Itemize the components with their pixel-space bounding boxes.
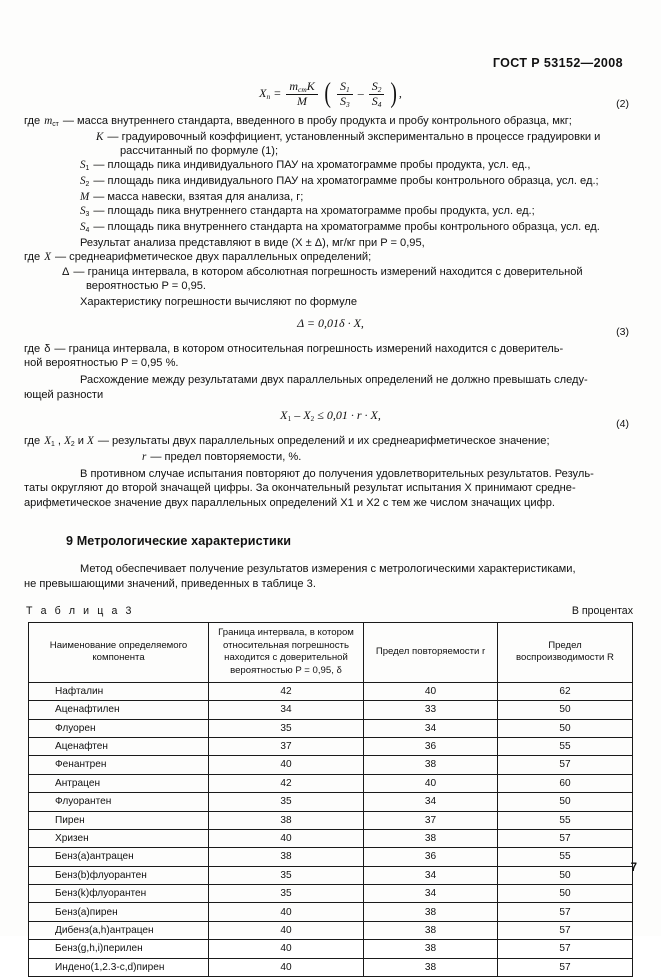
definition-row <box>24 174 637 190</box>
definition-row-r <box>24 450 637 464</box>
cell-component-name: Бенз(g,h,i)перилен <box>29 940 209 958</box>
table-units-note: В процентах <box>571 605 633 618</box>
table-row <box>29 829 633 847</box>
cell-interval-boundary: 35 <box>209 719 364 737</box>
cell-repeatability-limit: 33 <box>364 701 498 719</box>
definition-row <box>24 220 637 236</box>
table-row <box>29 719 633 737</box>
definitions-block-1 <box>24 114 637 236</box>
cell-repeatability-limit: 38 <box>364 756 498 774</box>
s2-subscript: 2 <box>377 84 382 94</box>
definition-term: $m_{ст}$ <box>44 115 59 128</box>
cell-component-name: Пирен <box>29 811 209 829</box>
cell-component-name: Индено(1,2.3-c,d)пирен <box>29 958 209 976</box>
definition-description: — среднеарифметическое двух параллельных определений; <box>54 251 372 264</box>
formula-4-row <box>24 408 637 430</box>
cell-interval-boundary: 40 <box>209 903 364 921</box>
cell-component-name: Бенз(а)пирен <box>29 903 209 921</box>
cell-reproducibility-limit: 57 <box>498 903 633 921</box>
formula-4: $X_1 - X_2 \le 0,01 \cdot r \cdot X$, <box>280 407 381 424</box>
table-row <box>29 848 633 866</box>
cell-reproducibility-limit: 60 <box>498 774 633 792</box>
cell-interval-boundary: 40 <box>209 829 364 847</box>
definition-lead: где <box>24 251 41 264</box>
cell-component-name: Бенз(k)флуорантен <box>29 885 209 903</box>
standard-identifier: ГОСТ Р 53152—2008 <box>492 56 623 70</box>
repeat-line-2: таты округляют до второй значащей цифры. За окончательный результат испытания X принимают средне- <box>24 482 576 495</box>
repeat-line-1: В противном случае испытания повторяют до получения удовлетворительных результатов. Резуль- <box>80 468 594 481</box>
k-symbol: K <box>306 79 315 94</box>
repeat-line-3: арифметическое значение двух параллельных определений X1 и X2 с тем же числом значащих цифр. <box>24 496 555 509</box>
cell-reproducibility-limit: 57 <box>498 756 633 774</box>
table-row <box>29 958 633 976</box>
error-characteristic-intro: Характеристику погрешности вычисляют по формуле <box>80 296 358 309</box>
definition-term: M <box>80 190 90 203</box>
cell-reproducibility-limit: 50 <box>498 701 633 719</box>
cell-repeatability-limit: 38 <box>364 940 498 958</box>
formula-2-lhs: X <box>259 85 267 100</box>
result-form-text: Результат анализа представляют в виде (X ± Δ), мг/кг при P = 0,95, <box>80 236 425 249</box>
cell-repeatability-limit: 38 <box>364 921 498 939</box>
definition-description: — площадь пика внутреннего стандарта на хроматограмме пробы контрольного образца, усл. ед. <box>93 221 600 234</box>
definition-term: $X_1$ , $X_2$ и X <box>44 434 94 448</box>
definition-term: K <box>96 130 104 143</box>
table-row <box>29 793 633 811</box>
definition-description: — масса внутреннего стандарта, введенного в пробу продукта и пробу контрольного образца, мкг; <box>62 115 572 127</box>
s3-subscript: 3 <box>346 99 350 109</box>
equation-number-3: (3) <box>616 325 629 338</box>
open-paren: ( <box>324 78 331 109</box>
close-paren: ) <box>390 78 398 109</box>
m-subscript: ст <box>298 85 307 95</box>
formula-2-tail: , <box>398 85 402 100</box>
page-content <box>24 30 637 977</box>
column-header-reproducibility-limit: Предел воспроизводимости R <box>498 623 633 683</box>
formula-2 <box>24 78 637 110</box>
cell-reproducibility-limit: 57 <box>498 829 633 847</box>
equation-number-2: (2) <box>616 98 629 110</box>
cell-interval-boundary: 40 <box>209 958 364 976</box>
cell-interval-boundary: 35 <box>209 866 364 884</box>
cell-reproducibility-limit: 50 <box>498 885 633 903</box>
definition-description: — граница интервала, в котором абсолютная погрешность измерений находится с доверительной <box>73 265 583 278</box>
definition-row-delta <box>24 265 637 279</box>
divergence-line-1: Расхождение между результатами двух параллельных определений не должно превышать следу- <box>80 374 588 387</box>
equation-number-4: (4) <box>616 417 629 430</box>
cell-reproducibility-limit: 55 <box>498 811 633 829</box>
cell-component-name: Флуорантен <box>29 793 209 811</box>
cell-component-name: Аценафтен <box>29 737 209 755</box>
cell-repeatability-limit: 37 <box>364 811 498 829</box>
cell-interval-boundary: 37 <box>209 737 364 755</box>
formula-2-frac3-denominator <box>369 95 385 109</box>
cell-repeatability-limit: 36 <box>364 848 498 866</box>
cell-interval-boundary: 38 <box>209 811 364 829</box>
table-header-row <box>29 623 633 683</box>
cell-interval-boundary: 42 <box>209 682 364 700</box>
cell-component-name: Флуорен <box>29 719 209 737</box>
definition-term: $S_4$ <box>80 221 90 234</box>
formula-2-fraction-2 <box>337 80 353 109</box>
cell-component-name: Хризен <box>29 829 209 847</box>
definition-row <box>24 130 637 144</box>
definition-continuation: вероятностью P = 0,95. <box>86 279 206 292</box>
page-number: 7 <box>630 862 637 874</box>
cell-component-name: Фенантрен <box>29 756 209 774</box>
cell-repeatability-limit: 38 <box>364 903 498 921</box>
cell-repeatability-limit: 38 <box>364 958 498 976</box>
definition-lead: где <box>24 434 41 447</box>
definition-row-xx <box>24 434 637 450</box>
definition-row <box>24 114 637 130</box>
table-row <box>29 811 633 829</box>
section-heading-9: 9 Метрологические характеристики <box>66 534 292 549</box>
cell-repeatability-limit: 34 <box>364 885 498 903</box>
cell-repeatability-limit: 34 <box>364 866 498 884</box>
cell-interval-boundary: 40 <box>209 921 364 939</box>
definition-description: — граница интервала, в котором относительная погрешность измерений находится с доверитель- <box>54 342 564 355</box>
table-row <box>29 701 633 719</box>
cell-component-name: Антрацен <box>29 774 209 792</box>
cell-repeatability-limit: 34 <box>364 719 498 737</box>
cell-interval-boundary: 38 <box>209 848 364 866</box>
definition-lead: где <box>24 342 41 355</box>
table-row <box>29 682 633 700</box>
cell-component-name: Нафталин <box>29 682 209 700</box>
definition-description: — площадь пика индивидуального ПАУ на хроматограмме пробы контрольного образца, усл. ед.; <box>93 175 599 188</box>
cell-component-name: Аценафтилен <box>29 701 209 719</box>
cell-reproducibility-limit: 62 <box>498 682 633 700</box>
definition-lead: где <box>24 115 41 127</box>
column-header-repeatability-limit: Предел повторяемости r <box>364 623 498 683</box>
s1-symbol: S <box>340 78 347 93</box>
formula-2-lhs-sub: n <box>266 91 271 101</box>
cell-reproducibility-limit: 50 <box>498 866 633 884</box>
definition-description: — градуировочный коэффициент, установленный экспериментально в процессе градуировки и <box>107 130 601 143</box>
definition-row <box>24 158 637 174</box>
definition-row <box>24 190 637 204</box>
definition-term: δ <box>44 342 51 355</box>
cell-interval-boundary: 35 <box>209 793 364 811</box>
definition-description: — масса навески, взятая для анализа, г; <box>93 190 304 203</box>
formula-2-row <box>24 78 637 110</box>
cell-component-name: Бенз(а)антрацен <box>29 848 209 866</box>
definition-description: — площадь пика внутреннего стандарта на хроматограмме пробы продукта, усл. ед.; <box>93 205 535 218</box>
cell-component-name: Дибенз(а,h)антрацен <box>29 921 209 939</box>
divergence-line-2: ющей разности <box>24 388 104 401</box>
cell-interval-boundary: 35 <box>209 885 364 903</box>
definition-term: $S_1$ <box>80 159 90 173</box>
definition-description: — результаты двух параллельных определений и их среднеарифметическое значение; <box>97 434 550 447</box>
cell-repeatability-limit: 36 <box>364 737 498 755</box>
cell-repeatability-limit: 40 <box>364 682 498 700</box>
definition-continuation: рассчитанный по формуле (1); <box>120 145 279 158</box>
m-symbol: m <box>289 79 299 94</box>
cell-interval-boundary: 34 <box>209 701 364 719</box>
definition-description: — площадь пика индивидуального ПАУ на хроматограмме пробы продукта, усл. ед., <box>93 159 531 172</box>
formula-2-frac2-denominator <box>337 95 353 109</box>
s1-subscript: 1 <box>346 84 350 94</box>
section9-body-line-1: Метод обеспечивает получение результатов измерения с метрологическими характеристиками, <box>80 563 576 576</box>
definition-row-delta-rel <box>24 342 637 356</box>
cell-repeatability-limit: 38 <box>364 829 498 847</box>
table-row <box>29 774 633 792</box>
s4-symbol: S <box>371 93 378 108</box>
cell-component-name: Бенз(b)флуорантен <box>29 866 209 884</box>
x-symbol: X <box>44 251 51 264</box>
cell-interval-boundary: 40 <box>209 756 364 774</box>
table-row <box>29 921 633 939</box>
table-body <box>29 682 633 976</box>
formula-2-fraction-1 <box>286 80 317 107</box>
table-row <box>29 940 633 958</box>
formula-2-equals: = <box>273 85 282 100</box>
metrological-characteristics-table <box>28 622 633 977</box>
table-row <box>29 903 633 921</box>
definition-term: $S_3$ <box>80 205 90 219</box>
cell-interval-boundary: 40 <box>209 940 364 958</box>
definition-row <box>24 204 637 220</box>
definition-term <box>44 250 55 264</box>
cell-repeatability-limit: 34 <box>364 793 498 811</box>
definition-description: — предел повторяемости, %. <box>150 450 302 463</box>
cell-repeatability-limit: 40 <box>364 774 498 792</box>
cell-reproducibility-limit: 57 <box>498 921 633 939</box>
cell-reproducibility-limit: 50 <box>498 719 633 737</box>
table-row <box>29 756 633 774</box>
M-symbol: M <box>297 94 308 109</box>
column-header-interval-boundary: Граница интервала, в котором относительная погрешность находится с доверительной вероятностью P = 0,95, δ <box>209 623 364 683</box>
cell-reproducibility-limit: 55 <box>498 848 633 866</box>
cell-reproducibility-limit: 57 <box>498 940 633 958</box>
formula-2-fraction-3 <box>369 80 385 109</box>
formula-3-row <box>24 316 637 338</box>
cell-reproducibility-limit: 57 <box>498 958 633 976</box>
section9-body-line-2: не превышающими значений, приведенных в таблице 3. <box>24 577 316 590</box>
formula-2-frac1-numerator <box>286 80 317 95</box>
formula-2-frac3-numerator <box>369 80 385 95</box>
s4-subscript: 4 <box>377 99 382 109</box>
cell-interval-boundary: 42 <box>209 774 364 792</box>
table-header <box>29 623 633 683</box>
s2-symbol: S <box>371 78 378 93</box>
definition-term <box>142 450 150 464</box>
definition-row-x <box>24 250 637 264</box>
formula-2-minus: – <box>357 85 364 100</box>
cell-reproducibility-limit: 55 <box>498 737 633 755</box>
table-row <box>29 737 633 755</box>
s3-symbol: S <box>340 93 347 108</box>
definition-term: $S_2$ <box>80 175 90 189</box>
formula-2-frac2-numerator <box>337 80 353 95</box>
r-symbol: r <box>142 450 147 463</box>
table-caption-row <box>26 605 633 617</box>
definition-term: Δ <box>62 265 70 278</box>
definition-continuation: ной вероятностью P = 0,95 %. <box>24 356 179 369</box>
table-label: Т а б л и ц а 3 <box>26 605 134 618</box>
formula-3: Δ = 0,01δ · X, <box>297 315 364 330</box>
column-header-component: Наименование определяемого компонента <box>29 623 209 683</box>
formula-2-frac1-denominator <box>286 95 317 108</box>
table-row <box>29 866 633 884</box>
cell-reproducibility-limit: 50 <box>498 793 633 811</box>
table-row <box>29 885 633 903</box>
